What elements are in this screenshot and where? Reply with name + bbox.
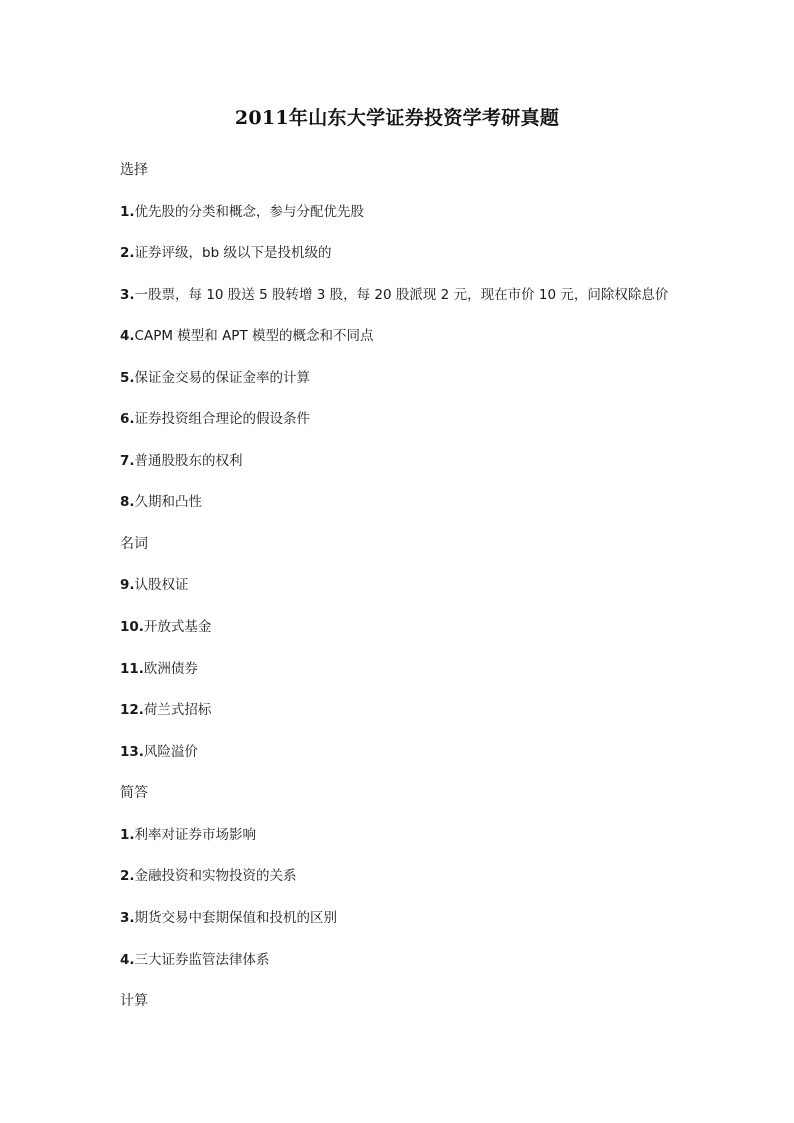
list-item: [120, 743, 198, 761]
item-text: CAPM 模型和 APT 模型的概念和不同点: [134, 328, 374, 344]
item-text: 保证金交易的保证金率的计算: [134, 370, 311, 386]
item-number: 4.: [120, 952, 135, 968]
item-number: 13.: [120, 744, 144, 760]
item-number: 4.: [120, 328, 135, 344]
item-text: 荷兰式招标: [143, 702, 212, 718]
item-text: 证券投资组合理论的假设条件: [134, 411, 311, 427]
item-number: 2.: [120, 245, 135, 261]
item-number: 2.: [120, 868, 135, 884]
item-number: 3.: [120, 910, 135, 926]
section-heading-calculation: 计算: [120, 993, 148, 1009]
item-number: 7.: [120, 453, 135, 469]
list-item: [120, 493, 202, 511]
list-item: [120, 826, 256, 844]
list-item: [120, 618, 211, 636]
list-item: [120, 410, 310, 428]
list-item: [120, 701, 211, 719]
item-text: 一股票，每 10 股送 5 股转增 3 股，每 20 股派现 2 元，现在市价 10 元，问除权除息价: [134, 287, 669, 303]
item-number: 9.: [120, 577, 135, 593]
item-text: 利率对证券市场影响: [134, 827, 257, 843]
list-item: [120, 452, 243, 470]
section-heading-terms: 名词: [120, 536, 148, 552]
item-text: 金融投资和实物投资的关系: [134, 868, 297, 884]
item-number: 12.: [120, 702, 144, 718]
list-item: [120, 909, 337, 927]
item-number: 1.: [120, 204, 135, 220]
list-item: [120, 660, 198, 678]
item-number: 3.: [120, 287, 135, 303]
list-item: [120, 286, 668, 304]
list-item: [120, 951, 270, 969]
item-text: 久期和凸性: [134, 494, 203, 510]
list-item: [120, 576, 189, 594]
item-text: 风险溢价: [143, 744, 198, 760]
item-text: 普通股股东的权利: [134, 453, 243, 469]
section-heading-choice: 选择: [120, 162, 148, 178]
item-number: 10.: [120, 619, 144, 635]
item-text: 欧洲债券: [143, 661, 198, 677]
list-item: [120, 867, 297, 885]
item-number: 1.: [120, 827, 135, 843]
section-heading-short-answer: 简答: [120, 785, 148, 801]
item-number: 6.: [120, 411, 135, 427]
item-text: 证券评级，bb 级以下是投机级的: [134, 245, 332, 261]
item-text: 期货交易中套期保值和投机的区别: [134, 910, 338, 926]
list-item: [120, 369, 310, 387]
item-number: 8.: [120, 494, 135, 510]
item-text: 三大证券监管法律体系: [134, 952, 270, 968]
item-number: 11.: [120, 661, 144, 677]
item-number: 5.: [120, 370, 135, 386]
list-item: [120, 203, 364, 221]
item-text: 认股权证: [134, 577, 189, 593]
document-title: 2011年山东大学证券投资学考研真题: [234, 107, 560, 129]
list-item: [120, 244, 331, 262]
item-text: 开放式基金: [143, 619, 212, 635]
item-text: 优先股的分类和概念，参与分配优先股: [134, 204, 365, 220]
list-item: [120, 327, 373, 345]
